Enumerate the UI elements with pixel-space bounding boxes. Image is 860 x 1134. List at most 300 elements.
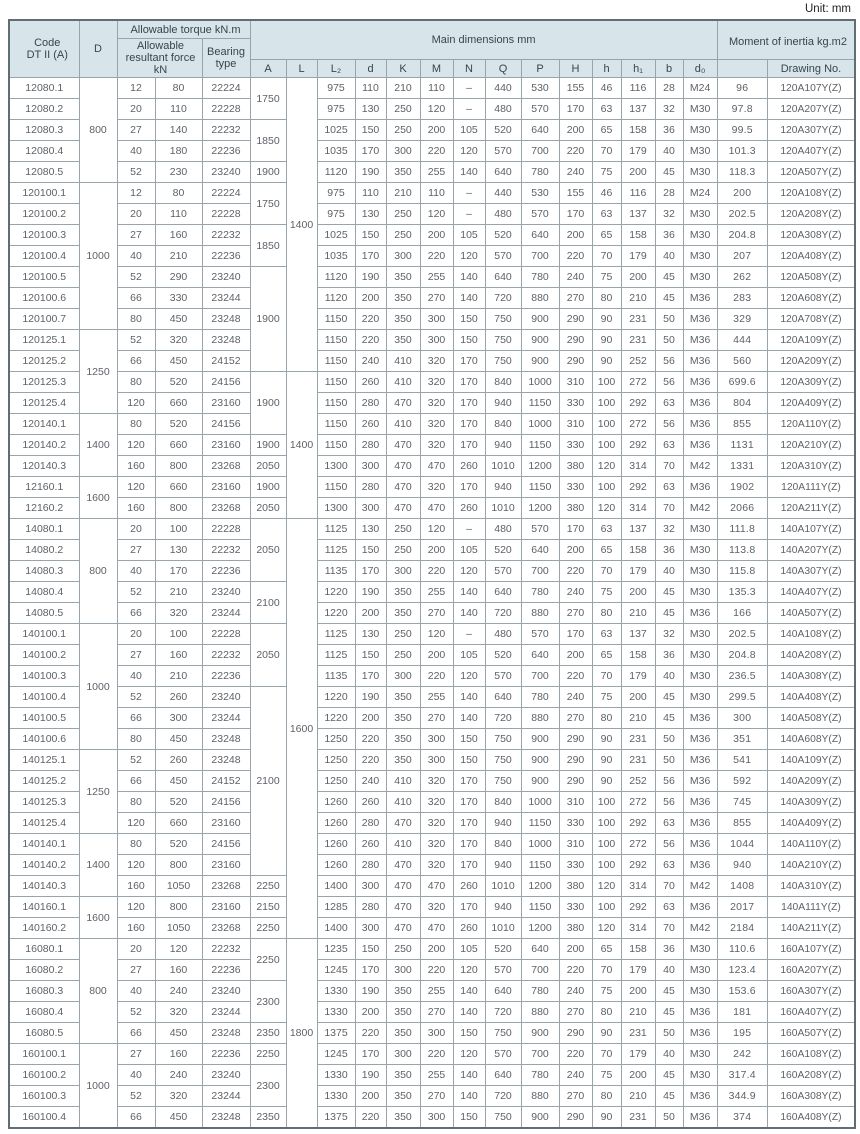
cell-torque: 120 (117, 813, 155, 834)
cell-H: 310 (559, 372, 592, 393)
cell-inertia: 115.8 (717, 561, 767, 582)
cell-drawing: 160A308Y(Z) (767, 1086, 855, 1107)
cell-d0: M30 (683, 1065, 717, 1086)
cell-Q: 640 (485, 267, 521, 288)
cell-h1: 116 (621, 78, 655, 99)
cell-bearing: 22236 (202, 1044, 250, 1065)
cell-bearing: 22232 (202, 939, 250, 960)
cell-K: 300 (386, 666, 420, 687)
cell-h: 100 (592, 855, 621, 876)
cell-A: 2050 (250, 624, 286, 687)
cell-h: 63 (592, 624, 621, 645)
table-row (9, 414, 855, 435)
cell-h: 100 (592, 372, 621, 393)
cell-h: 70 (592, 561, 621, 582)
cell-h: 80 (592, 1002, 621, 1023)
cell-torque: 66 (117, 708, 155, 729)
cell-d: 170 (355, 561, 386, 582)
cell-h1: 292 (621, 435, 655, 456)
cell-drawing: 120A708Y(Z) (767, 309, 855, 330)
cell-h1: 158 (621, 939, 655, 960)
cell-torque: 20 (117, 99, 155, 120)
cell-torque: 66 (117, 1023, 155, 1044)
cell-force: 240 (155, 981, 202, 1002)
cell-h1: 200 (621, 1065, 655, 1086)
cell-torque: 66 (117, 351, 155, 372)
cell-force: 800 (155, 855, 202, 876)
cell-d: 220 (355, 1107, 386, 1129)
cell-h: 100 (592, 792, 621, 813)
cell-d: 150 (355, 540, 386, 561)
cell-H: 220 (559, 246, 592, 267)
cell-h1: 200 (621, 687, 655, 708)
cell-force: 140 (155, 120, 202, 141)
cell-N: 170 (453, 435, 485, 456)
cell-K: 250 (386, 99, 420, 120)
cell-K: 350 (386, 729, 420, 750)
cell-b: 45 (655, 288, 683, 309)
cell-code: 120125.2 (9, 351, 79, 372)
cell-L2: 1250 (317, 750, 355, 771)
cell-bearing: 23244 (202, 1002, 250, 1023)
cell-D: 800 (79, 78, 117, 183)
cell-torque: 27 (117, 960, 155, 981)
cell-H: 170 (559, 99, 592, 120)
cell-force: 260 (155, 687, 202, 708)
cell-force: 160 (155, 645, 202, 666)
cell-d: 190 (355, 1065, 386, 1086)
cell-force: 660 (155, 435, 202, 456)
cell-torque: 52 (117, 750, 155, 771)
cell-bearing: 23248 (202, 729, 250, 750)
cell-drawing: 140A108Y(Z) (767, 624, 855, 645)
cell-h: 70 (592, 141, 621, 162)
cell-L2: 1330 (317, 1086, 355, 1107)
cell-H: 290 (559, 351, 592, 372)
cell-L2: 1220 (317, 687, 355, 708)
cell-d0: M36 (683, 1107, 717, 1129)
cell-M: 255 (420, 687, 453, 708)
cell-force: 660 (155, 477, 202, 498)
cell-h1: 314 (621, 876, 655, 897)
header-code-line2: DT II (A) (26, 49, 68, 61)
cell-M: 270 (420, 288, 453, 309)
cell-N: 105 (453, 540, 485, 561)
cell-Q: 570 (485, 141, 521, 162)
cell-h: 70 (592, 960, 621, 981)
cell-N: 105 (453, 939, 485, 960)
cell-h: 80 (592, 603, 621, 624)
table-row (9, 603, 855, 624)
cell-b: 50 (655, 750, 683, 771)
cell-M: 470 (420, 498, 453, 519)
table-row (9, 477, 855, 498)
cell-M: 320 (420, 351, 453, 372)
cell-d: 190 (355, 981, 386, 1002)
cell-Q: 480 (485, 99, 521, 120)
cell-d0: M30 (683, 519, 717, 540)
cell-K: 250 (386, 540, 420, 561)
cell-inertia: 118.3 (717, 162, 767, 183)
cell-torque: 52 (117, 267, 155, 288)
cell-A: 1850 (250, 120, 286, 162)
cell-P: 700 (521, 141, 559, 162)
cell-inertia: 101.3 (717, 141, 767, 162)
cell-h: 75 (592, 687, 621, 708)
cell-inertia: 344.9 (717, 1086, 767, 1107)
cell-drawing: 140A408Y(Z) (767, 687, 855, 708)
cell-b: 63 (655, 855, 683, 876)
cell-force: 80 (155, 78, 202, 99)
cell-Q: 480 (485, 519, 521, 540)
cell-d0: M30 (683, 981, 717, 1002)
cell-K: 350 (386, 582, 420, 603)
cell-h: 46 (592, 78, 621, 99)
cell-M: 300 (420, 1023, 453, 1044)
cell-L2: 1125 (317, 519, 355, 540)
cell-H: 330 (559, 477, 592, 498)
cell-M: 120 (420, 519, 453, 540)
cell-h: 80 (592, 288, 621, 309)
cell-bearing: 23248 (202, 750, 250, 771)
cell-code: 120100.4 (9, 246, 79, 267)
cell-N: 170 (453, 813, 485, 834)
cell-K: 250 (386, 519, 420, 540)
cell-d: 300 (355, 456, 386, 477)
cell-b: 45 (655, 603, 683, 624)
cell-torque: 120 (117, 897, 155, 918)
cell-h1: 137 (621, 204, 655, 225)
cell-H: 200 (559, 645, 592, 666)
cell-N: 260 (453, 918, 485, 939)
cell-K: 410 (386, 372, 420, 393)
cell-drawing: 120A309Y(Z) (767, 372, 855, 393)
cell-code: 16080.1 (9, 939, 79, 960)
cell-force: 180 (155, 141, 202, 162)
cell-Q: 570 (485, 960, 521, 981)
cell-inertia: 262 (717, 267, 767, 288)
cell-Q: 520 (485, 645, 521, 666)
table-row (9, 960, 855, 981)
cell-d0: M36 (683, 477, 717, 498)
cell-inertia: 444 (717, 330, 767, 351)
cell-d0: M30 (683, 99, 717, 120)
cell-inertia: 242 (717, 1044, 767, 1065)
cell-d: 130 (355, 204, 386, 225)
cell-torque: 160 (117, 918, 155, 939)
cell-inertia: 1131 (717, 435, 767, 456)
cell-H: 220 (559, 561, 592, 582)
cell-K: 350 (386, 267, 420, 288)
cell-Q: 720 (485, 288, 521, 309)
cell-inertia: 2017 (717, 897, 767, 918)
cell-M: 255 (420, 981, 453, 1002)
cell-L2: 1120 (317, 267, 355, 288)
cell-bearing: 23160 (202, 897, 250, 918)
cell-K: 210 (386, 78, 420, 99)
cell-H: 220 (559, 960, 592, 981)
cell-L2: 1150 (317, 477, 355, 498)
cell-h1: 292 (621, 477, 655, 498)
cell-M: 110 (420, 183, 453, 204)
cell-K: 300 (386, 141, 420, 162)
cell-N: 105 (453, 225, 485, 246)
cell-drawing: 140A210Y(Z) (767, 855, 855, 876)
cell-M: 320 (420, 414, 453, 435)
cell-drawing: 120A507Y(Z) (767, 162, 855, 183)
cell-bearing: 22224 (202, 78, 250, 99)
cell-d0: M36 (683, 750, 717, 771)
cell-D: 1400 (79, 414, 117, 477)
cell-h1: 200 (621, 981, 655, 1002)
cell-code: 120125.3 (9, 372, 79, 393)
cell-P: 900 (521, 309, 559, 330)
cell-torque: 20 (117, 624, 155, 645)
cell-code: 140160.2 (9, 918, 79, 939)
cell-d: 280 (355, 855, 386, 876)
cell-force: 80 (155, 183, 202, 204)
table-row (9, 624, 855, 645)
cell-d: 300 (355, 498, 386, 519)
cell-P: 700 (521, 960, 559, 981)
cell-b: 40 (655, 1044, 683, 1065)
cell-h1: 231 (621, 729, 655, 750)
cell-Q: 940 (485, 477, 521, 498)
cell-N: 140 (453, 162, 485, 183)
cell-L: 1600 (286, 519, 317, 939)
cell-L2: 1150 (317, 330, 355, 351)
cell-code: 140100.4 (9, 687, 79, 708)
cell-P: 1200 (521, 498, 559, 519)
cell-h1: 158 (621, 120, 655, 141)
cell-d0: M24 (683, 183, 717, 204)
cell-h: 63 (592, 204, 621, 225)
table-row (9, 750, 855, 771)
header-code (9, 20, 79, 78)
cell-A: 2050 (250, 456, 286, 477)
cell-d0: M30 (683, 645, 717, 666)
cell-d0: M30 (683, 246, 717, 267)
cell-inertia: 1331 (717, 456, 767, 477)
header-dim-K: K (386, 60, 420, 78)
cell-h1: 210 (621, 708, 655, 729)
cell-drawing: 160A108Y(Z) (767, 1044, 855, 1065)
cell-d: 110 (355, 183, 386, 204)
header-moment-of-inertia: Moment of inertia kg.m2 (717, 20, 855, 60)
table-row (9, 183, 855, 204)
table-row (9, 435, 855, 456)
cell-K: 470 (386, 876, 420, 897)
cell-code: 120140.3 (9, 456, 79, 477)
cell-K: 350 (386, 1065, 420, 1086)
cell-h: 90 (592, 771, 621, 792)
cell-M: 110 (420, 78, 453, 99)
cell-torque: 120 (117, 855, 155, 876)
cell-Q: 440 (485, 183, 521, 204)
cell-K: 350 (386, 750, 420, 771)
cell-b: 56 (655, 834, 683, 855)
cell-L2: 1125 (317, 645, 355, 666)
cell-d: 260 (355, 792, 386, 813)
cell-code: 120100.1 (9, 183, 79, 204)
cell-h1: 314 (621, 918, 655, 939)
cell-M: 300 (420, 1107, 453, 1129)
cell-Q: 570 (485, 666, 521, 687)
cell-torque: 52 (117, 330, 155, 351)
cell-inertia: 204.8 (717, 225, 767, 246)
cell-d0: M36 (683, 813, 717, 834)
cell-bearing: 22228 (202, 99, 250, 120)
cell-inertia: 299.5 (717, 687, 767, 708)
cell-d0: M36 (683, 414, 717, 435)
cell-code: 140125.3 (9, 792, 79, 813)
cell-N: 170 (453, 351, 485, 372)
cell-P: 1150 (521, 435, 559, 456)
cell-h: 75 (592, 1065, 621, 1086)
cell-d0: M36 (683, 1002, 717, 1023)
table-row (9, 918, 855, 939)
cell-torque: 40 (117, 1065, 155, 1086)
cell-N: 170 (453, 855, 485, 876)
cell-L2: 1150 (317, 435, 355, 456)
cell-bearing: 23244 (202, 288, 250, 309)
cell-P: 700 (521, 561, 559, 582)
cell-inertia: 153.6 (717, 981, 767, 1002)
cell-D: 1000 (79, 624, 117, 750)
cell-force: 520 (155, 834, 202, 855)
cell-torque: 40 (117, 561, 155, 582)
cell-force: 450 (155, 771, 202, 792)
cell-d0: M30 (683, 225, 717, 246)
cell-b: 63 (655, 897, 683, 918)
cell-d0: M30 (683, 687, 717, 708)
cell-L2: 1250 (317, 729, 355, 750)
cell-d: 200 (355, 1002, 386, 1023)
table-row (9, 393, 855, 414)
header-dim-h: h (592, 60, 621, 78)
cell-h: 100 (592, 435, 621, 456)
cell-Q: 750 (485, 729, 521, 750)
cell-force: 800 (155, 498, 202, 519)
cell-d0: M30 (683, 1044, 717, 1065)
cell-D: 800 (79, 939, 117, 1044)
cell-h: 100 (592, 414, 621, 435)
cell-L2: 1220 (317, 603, 355, 624)
cell-force: 660 (155, 393, 202, 414)
cell-b: 45 (655, 708, 683, 729)
cell-h1: 292 (621, 897, 655, 918)
table-row (9, 855, 855, 876)
cell-H: 270 (559, 1086, 592, 1107)
cell-d: 170 (355, 960, 386, 981)
cell-h1: 272 (621, 792, 655, 813)
cell-M: 320 (420, 792, 453, 813)
cell-N: 170 (453, 792, 485, 813)
cell-L2: 1025 (317, 120, 355, 141)
cell-L2: 1375 (317, 1107, 355, 1129)
table-row (9, 561, 855, 582)
cell-H: 290 (559, 1107, 592, 1129)
cell-H: 290 (559, 729, 592, 750)
cell-bearing: 24156 (202, 792, 250, 813)
cell-drawing: 140A409Y(Z) (767, 813, 855, 834)
cell-h: 65 (592, 540, 621, 561)
cell-Q: 570 (485, 1044, 521, 1065)
cell-bearing: 23248 (202, 1023, 250, 1044)
cell-h1: 231 (621, 309, 655, 330)
cell-h1: 179 (621, 246, 655, 267)
cell-H: 380 (559, 498, 592, 519)
cell-drawing: 120A408Y(Z) (767, 246, 855, 267)
cell-d: 170 (355, 141, 386, 162)
cell-h1: 158 (621, 225, 655, 246)
cell-b: 50 (655, 309, 683, 330)
cell-b: 63 (655, 477, 683, 498)
header-main-dimensions: Main dimensions mm (250, 20, 717, 60)
cell-bearing: 23244 (202, 603, 250, 624)
cell-M: 120 (420, 99, 453, 120)
cell-H: 310 (559, 414, 592, 435)
cell-force: 660 (155, 813, 202, 834)
table-body (9, 78, 855, 1129)
cell-d0: M42 (683, 918, 717, 939)
cell-K: 350 (386, 1086, 420, 1107)
cell-d: 170 (355, 1044, 386, 1065)
cell-b: 32 (655, 204, 683, 225)
cell-bearing: 23244 (202, 1086, 250, 1107)
cell-inertia: 200 (717, 183, 767, 204)
cell-b: 56 (655, 351, 683, 372)
cell-D: 1000 (79, 1044, 117, 1129)
cell-P: 640 (521, 120, 559, 141)
cell-code: 120125.1 (9, 330, 79, 351)
cell-M: 255 (420, 267, 453, 288)
cell-code: 14080.2 (9, 540, 79, 561)
cell-P: 570 (521, 99, 559, 120)
cell-bearing: 23248 (202, 1107, 250, 1129)
cell-N: 140 (453, 582, 485, 603)
cell-b: 56 (655, 414, 683, 435)
cell-N: 140 (453, 1065, 485, 1086)
table-row (9, 99, 855, 120)
cell-h: 75 (592, 162, 621, 183)
cell-force: 800 (155, 897, 202, 918)
cell-K: 350 (386, 1002, 420, 1023)
cell-H: 310 (559, 834, 592, 855)
cell-H: 270 (559, 708, 592, 729)
cell-h: 90 (592, 330, 621, 351)
cell-h: 80 (592, 708, 621, 729)
cell-M: 200 (420, 939, 453, 960)
cell-code: 120100.3 (9, 225, 79, 246)
header-drawing-no: Drawing No. (767, 60, 855, 78)
cell-inertia: 236.5 (717, 666, 767, 687)
cell-d: 150 (355, 645, 386, 666)
cell-M: 270 (420, 708, 453, 729)
cell-M: 300 (420, 729, 453, 750)
cell-H: 155 (559, 183, 592, 204)
cell-P: 530 (521, 183, 559, 204)
table-row (9, 708, 855, 729)
cell-P: 1150 (521, 477, 559, 498)
cell-Q: 750 (485, 309, 521, 330)
cell-H: 380 (559, 456, 592, 477)
cell-d0: M30 (683, 624, 717, 645)
cell-d: 260 (355, 834, 386, 855)
cell-Q: 940 (485, 855, 521, 876)
table-row (9, 267, 855, 288)
cell-bearing: 23240 (202, 981, 250, 1002)
